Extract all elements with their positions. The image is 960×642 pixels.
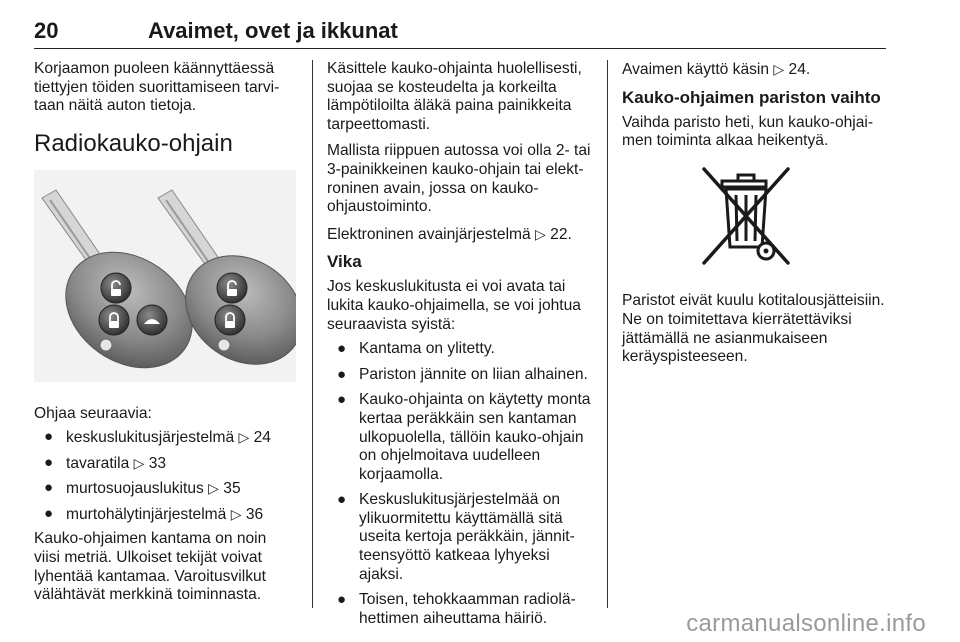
list-item: ● murtosuojauslukitus ▷ 35 [44,479,241,498]
page-reference[interactable]: 24 [253,428,271,446]
triangle-right-icon: ▷ [230,505,242,522]
bullet-icon: ● [337,491,347,509]
column-1 [34,60,296,613]
page-header [34,6,886,49]
bullet-icon: ● [44,453,54,471]
bullet-icon: ● [44,504,54,522]
triangle-right-icon: ▷ [535,225,546,242]
range-paragraph: Kauko-ohjaimen kantama on noin viisi metriä. Ulkoiset tekijät voivat lyhentää kantamaa. Varoitusvilkut välähtävät merkkinä toiminnasta. [34,530,267,604]
bullet-icon: ● [337,391,347,409]
watermark: carmanualsonline.info [686,610,926,637]
battery-heading: Kauko-ohjaimen pariston vaihto [622,87,881,107]
battery-paragraph: Vaihda paristo heti, kun kauko-ohjaimen toiminta alkaa heikentyä. [622,113,874,150]
page-reference[interactable]: 35 [223,480,241,498]
column-divider-2 [607,60,608,608]
page-reference[interactable]: 22. [550,225,572,243]
list-item: ● keskuslukitusjärjestelmä ▷ 24 [44,427,271,446]
page-reference[interactable]: 33 [148,454,167,472]
bullet-icon: ● [44,427,54,445]
remote-key-figure [34,170,296,388]
list-item: ● Toisen, tehokkaamman radiolähettimen aiheuttama häiriö. [337,591,576,627]
manual-key-reference: Avaimen käyttö käsin ▷ 24. [622,61,811,78]
fault-lead: Jos keskuslukitusta ei voi avata tai lukita kauko-ohjaimella, se voi johtua seuraavista syistä: [327,278,581,333]
controls-list [34,428,296,524]
triangle-right-icon: ▷ [133,454,145,471]
column-2 [327,60,595,635]
list-item: ● Pariston jännite on liian alhainen. [337,365,588,383]
column-divider-1 [312,60,313,608]
page-number: 20 [34,18,59,43]
list-item: ● Kauko-ohjainta on käytetty monta kertaa peräkkäin sen kantaman ulkopuolella, tällöin kauko-ohjain on ohjelmoitava uudelleen korjaamolla. [337,391,591,483]
models-paragraph: Mallista riippuen autossa voi olla 2- tai 3-painikkeinen kauko-ohjain tai elektroninen avain, jossa on kauko-ohjaustoiminto. [327,142,591,216]
bullet-icon: ● [337,365,347,383]
bullet-icon: ● [337,591,347,609]
bullet-icon: ● [44,479,54,497]
electronic-key-reference: Elektroninen avainjärjestelmä ▷ 22. [327,225,572,243]
triangle-right-icon: ▷ [238,428,250,445]
list-item: ● Kantama on ylitetty. [337,340,495,358]
list-item: ● Keskuslukitusjärjestelmää on ylikuormitettu käyttämällä sitä useita kertoja peräkkäin, jännitteensyöttö katkeaa lyhyeksi ajaksi. [337,491,575,583]
triangle-right-icon: ▷ [208,480,219,497]
intro-paragraph: Korjaamon puoleen käännyttäessä tiettyjen töiden suorittamiseen tarvitaan näitä auton tietoja. [34,60,280,115]
remote-keys-illustration [34,170,296,382]
bullet-icon: ● [337,340,347,358]
page-reference[interactable]: 24. [788,61,811,78]
column-3 [622,60,890,375]
crossed-out-wheelie-bin-icon [700,165,890,275]
list-item: ● tavaratila ▷ 33 [44,453,167,472]
chapter-title: Avaimet, ovet ja ikkunat [148,18,398,43]
list-item: ● murtohälytinjärjestelmä ▷ 36 [44,504,264,523]
triangle-right-icon: ▷ [773,61,785,77]
page-reference[interactable]: 36 [245,505,264,523]
disposal-paragraph: Paristot eivät kuulu kotitalousjätteisiin. Ne on toimitettava kierrätettäviksi jättämällä ne asianmukaiseen keräyspisteeseen. [622,292,885,366]
care-paragraph: Käsittele kauko-ohjainta huolellisesti, suojaa se kosteudelta ja korkeilta lämpötiloilta äläkä paina painikkeita tarpeettomasti. [327,60,582,133]
causes-list [327,340,595,628]
fault-heading: Vika [327,252,362,272]
controls-lead: Ohjaa seuraavia: [34,405,152,423]
section-heading: Radiokauko-ohjain [34,129,233,157]
